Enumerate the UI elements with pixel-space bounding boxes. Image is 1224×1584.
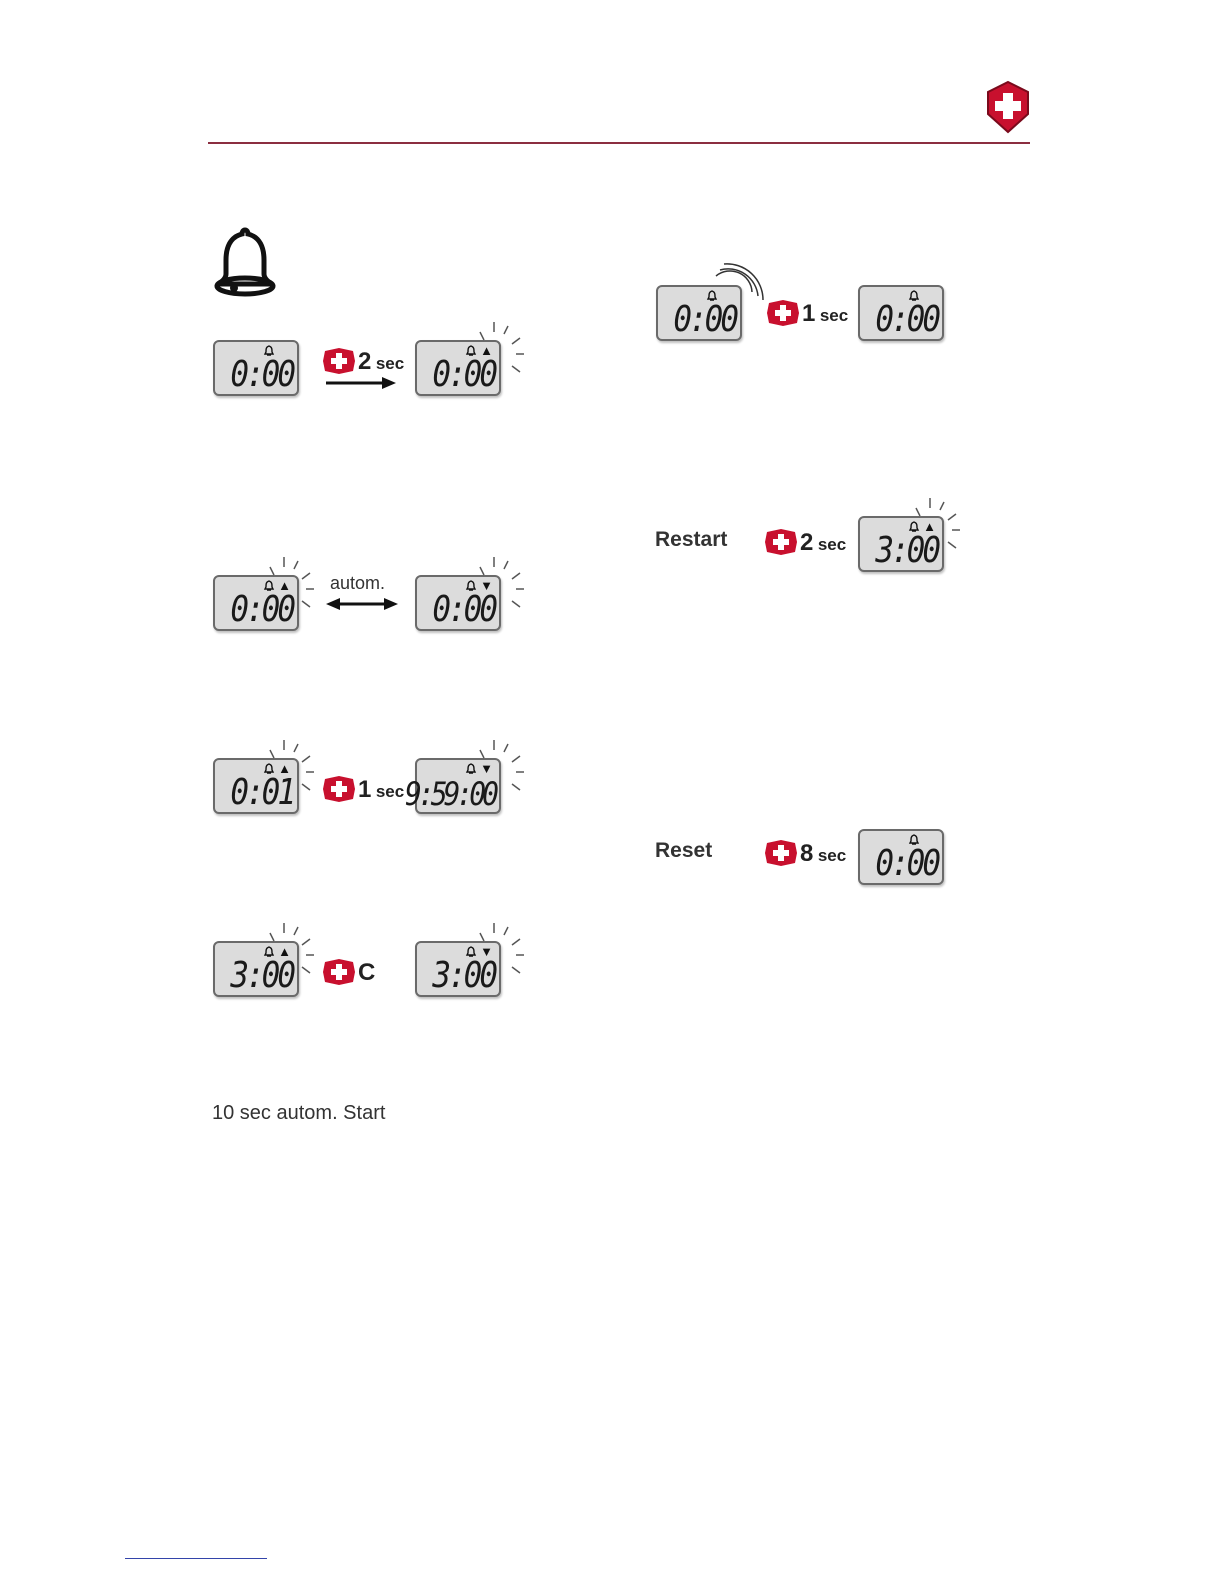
- display-time: 0:00: [875, 298, 938, 341]
- display-time: 0:00: [673, 298, 736, 341]
- down-arrow-icon: ▼: [480, 944, 493, 959]
- victorinox-logo-icon: [984, 80, 1032, 134]
- arrow-right-icon: [324, 375, 398, 391]
- display-time: 9:59:00: [404, 775, 495, 814]
- alarm-bell-icon: [212, 226, 278, 300]
- press-duration: 2 sec: [800, 529, 847, 556]
- flashing-rays-icon: [470, 919, 530, 999]
- reset-label: Reset: [655, 839, 713, 862]
- up-arrow-icon: ▲: [278, 761, 291, 776]
- double-arrow-icon: [324, 596, 400, 612]
- down-arrow-icon: ▼: [480, 578, 493, 593]
- cross-button-icon: [322, 347, 356, 375]
- flashing-rays-icon: [260, 736, 320, 816]
- header-rule: [208, 142, 1030, 144]
- press-duration: 1 sec: [802, 300, 849, 327]
- up-arrow-icon: ▲: [923, 519, 936, 534]
- flashing-rays-icon: [906, 494, 966, 574]
- down-arrow-icon: ▼: [480, 761, 493, 776]
- autom-label: autom.: [330, 573, 386, 593]
- display-time: 3:00: [875, 529, 938, 572]
- display-time: 0:01: [230, 771, 293, 814]
- flashing-rays-icon: [470, 553, 530, 633]
- ringing-waves-icon: [708, 262, 764, 312]
- auto-start-note: 10 sec autom. Start: [212, 1102, 386, 1124]
- display-time: 0:00: [875, 842, 938, 885]
- display-time: 0:00: [432, 588, 495, 631]
- up-arrow-icon: ▲: [278, 944, 291, 959]
- press-action: C: [358, 959, 376, 986]
- display-time: 0:00: [230, 353, 293, 396]
- flashing-rays-icon: [470, 318, 530, 398]
- flashing-rays-icon: [470, 736, 530, 816]
- cross-button-icon: [764, 528, 798, 556]
- display-time: 0:00: [230, 588, 293, 631]
- press-duration: 1 sec: [358, 776, 405, 803]
- cross-button-icon: [322, 775, 356, 803]
- up-arrow-icon: ▲: [480, 343, 493, 358]
- flashing-rays-icon: [260, 919, 320, 999]
- up-arrow-icon: ▲: [278, 578, 291, 593]
- lcd-display: [213, 340, 299, 396]
- footer-rule: [125, 1558, 267, 1559]
- press-duration: 2 sec: [358, 348, 405, 375]
- display-time: 3:00: [432, 954, 495, 997]
- cross-button-icon: [322, 958, 356, 986]
- flashing-rays-icon: [260, 553, 320, 633]
- lcd-display: [858, 285, 944, 341]
- cross-button-icon: [764, 839, 798, 867]
- cross-button-icon: [766, 299, 800, 327]
- lcd-display: [858, 829, 944, 885]
- display-time: 3:00: [230, 954, 293, 997]
- display-time: 0:00: [432, 353, 495, 396]
- press-duration: 8 sec: [800, 840, 847, 867]
- restart-label: Restart: [655, 528, 728, 551]
